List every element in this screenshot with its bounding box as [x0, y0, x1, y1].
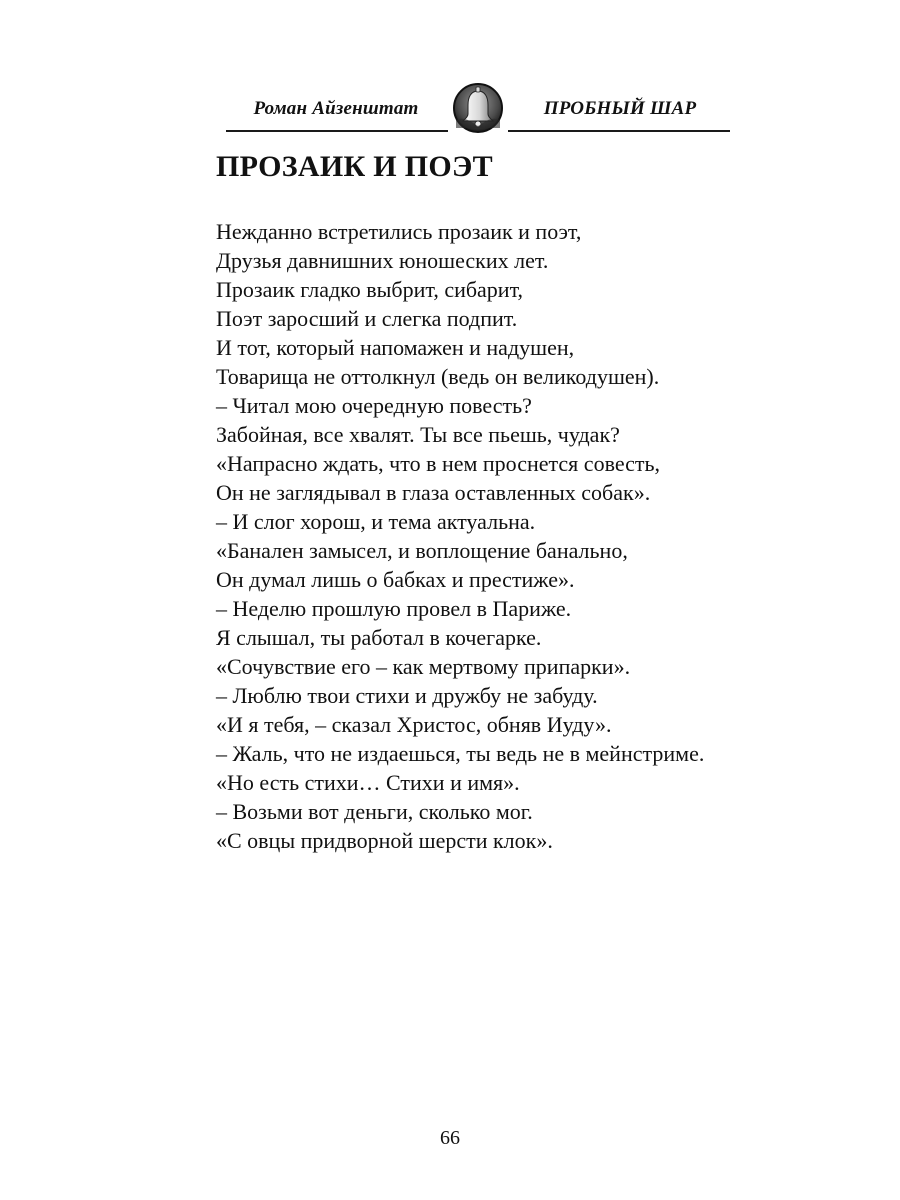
poem-line: Поэт заросший и слегка подпит. [216, 306, 518, 331]
poem-body [216, 217, 836, 855]
poem-line: – Возьми вот деньги, сколько мог. [216, 799, 533, 824]
page-number: 66 [440, 1127, 460, 1149]
poem-line: «С овцы придворной шерсти клок». [216, 828, 553, 853]
poem-line: – Люблю твои стихи и дружбу не забуду. [216, 683, 598, 708]
poem-line: И тот, который напомажен и надушен, [216, 335, 575, 360]
poem-title: ПРОЗАИК И ПОЭТ [216, 150, 493, 183]
poem-line: «Напрасно ждать, что в нем проснется совесть, [216, 451, 661, 476]
poem-line: – И слог хорош, и тема актуальна. [216, 509, 536, 534]
poem-line: «Банален замысел, и воплощение банально, [216, 538, 628, 563]
poem-line: Он думал лишь о бабках и престиже». [216, 567, 575, 592]
poem-line: Я слышал, ты работал в кочегарке. [216, 625, 542, 650]
header-rule-right [508, 130, 730, 132]
poem-line: «Сочувствие его – как мертвому припарки». [216, 654, 631, 679]
poem-line: – Неделю прошлую провел в Париже. [216, 596, 572, 621]
running-header [226, 82, 730, 138]
poem-line: Товарища не оттолкнул (ведь он великодушен). [216, 364, 660, 389]
poem-line: «И я тебя, – сказал Христос, обняв Иуду». [216, 712, 612, 737]
poem-line: Он не заглядывал в глаза оставленных собак». [216, 480, 651, 505]
poem-line: Друзья давнишних юношеских лет. [216, 248, 549, 273]
poem-line: – Жаль, что не издаешься, ты ведь не в мейнстриме. [216, 741, 705, 766]
header-author: Роман Айзенштат [253, 98, 419, 119]
poem-line: «Но есть стихи… Стихи и имя». [216, 770, 520, 795]
poem-line: Прозаик гладко выбрит, сибарит, [216, 277, 524, 302]
poem-line: Забойная, все хвалят. Ты все пьешь, чудак? [216, 422, 620, 447]
poem-line: – Читал мою очередную повесть? [216, 393, 532, 418]
header-rule-left [226, 130, 448, 132]
header-book-title: ПРОБНЫЙ ШАР [543, 98, 697, 119]
bell-emblem-icon [452, 82, 504, 134]
poem-line: Нежданно встретились прозаик и поэт, [216, 219, 582, 244]
